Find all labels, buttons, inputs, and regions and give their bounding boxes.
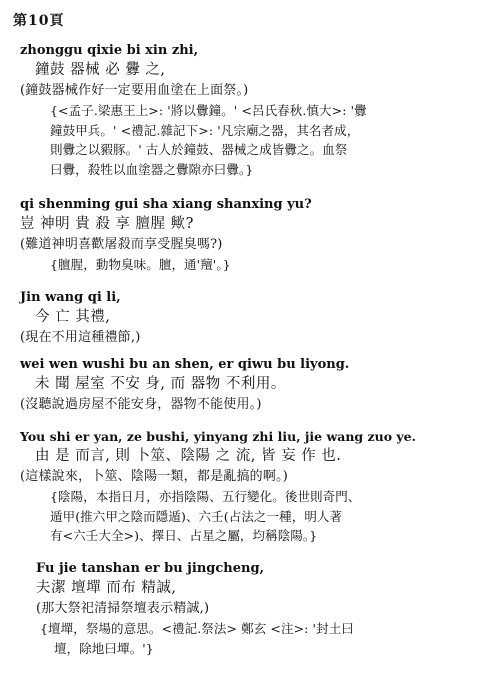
note-line: 鐘鼓甲兵。' <禮記.雜記下>: '凡宗廟之器，其名者成，	[50, 122, 360, 138]
translation-line: (現在不用這種禮節,)	[20, 330, 141, 345]
note-line: {壇墠，祭場的意思。<禮記.祭法> 鄭玄 <注>: '封土曰	[40, 621, 354, 636]
note-line: 曰釁，殺牲以血塗器之釁隙亦曰釁。}	[50, 161, 254, 177]
note-line: {膻腥，動物臭味。膻，通'羶'。}	[50, 257, 231, 272]
translation-line: (這樣說來，卜筮、陰陽一類，都是亂搞的啊。)	[20, 469, 289, 484]
annotation-note	[50, 255, 490, 275]
translation-line: (那大祭祀清掃祭壇表示精誠,)	[36, 601, 210, 616]
passage-section-5	[20, 428, 490, 546]
translation-line: (難道神明喜歡屠殺而享受腥臭嗎?)	[20, 237, 223, 252]
hanzi-line: 豈 神明 貴 殺 享 膻腥 歟?	[20, 216, 194, 232]
note-line: 則釁之以豭豚。' 古人於鐘鼓、器械之成皆釁之。血祭	[50, 142, 348, 157]
note-line: {<孟子.梁惠王上>: '將以釁鐘。' <呂氏春秋.慎大>: '釁	[50, 103, 367, 118]
page-header: 第10頁	[13, 13, 65, 29]
hanzi-line: 今 亡 其禮,	[35, 309, 111, 325]
pinyin-line: wei wen wushi bu an shen, er qiwu bu liyong.	[20, 357, 350, 372]
pinyin-line: Fu jie tanshan er bu jingcheng,	[36, 561, 265, 576]
translation-line: (沒聽說過房屋不能安身，器物不能使用。)	[20, 397, 262, 412]
note-line: {陰陽，本指日月，亦指陰陽、五行變化。後世則奇門、	[50, 489, 361, 504]
note-line: 遁甲(推六甲之陰而隱遁)、六壬(占法之一種，明人著	[50, 508, 343, 524]
translation-line: (鐘鼓器械作好一定要用血塗在上面祭。)	[20, 83, 249, 98]
passage-section-2	[20, 196, 490, 275]
passage-section-3	[20, 289, 490, 348]
pinyin-line: Jin wang qi li,	[20, 290, 121, 305]
annotation-note	[40, 619, 500, 658]
annotation-note	[50, 487, 490, 546]
passage-section-6	[36, 560, 500, 658]
annotation-note	[50, 101, 490, 179]
pinyin-line: qi shenming gui sha xiang shanxing yu?	[20, 197, 312, 212]
hanzi-line: 未 聞 屋室 不安 身, 而 器物 不利用。	[35, 376, 286, 392]
pinyin-line: zhonggu qixie bi xin zhi,	[20, 43, 199, 58]
note-line: 有<六壬大全>)、擇日、占星之屬，均稱陰陽。}	[50, 528, 318, 543]
note-line: 壇，除地曰墠。'}	[54, 640, 154, 656]
pinyin-line: You shi er yan, ze bushi, yinyang zhi liu, jie wang zuo ye.	[20, 429, 416, 444]
hanzi-line: 夫潔 壇墠 而布 精誠,	[36, 580, 177, 596]
hanzi-line: 鐘鼓 器械 必 釁 之,	[35, 62, 166, 78]
passage-section-4	[20, 356, 490, 415]
hanzi-line: 由 是 而言, 則 卜筮、陰陽 之 流, 皆 妄 作 也.	[35, 448, 342, 464]
passage-section-1	[20, 42, 490, 179]
